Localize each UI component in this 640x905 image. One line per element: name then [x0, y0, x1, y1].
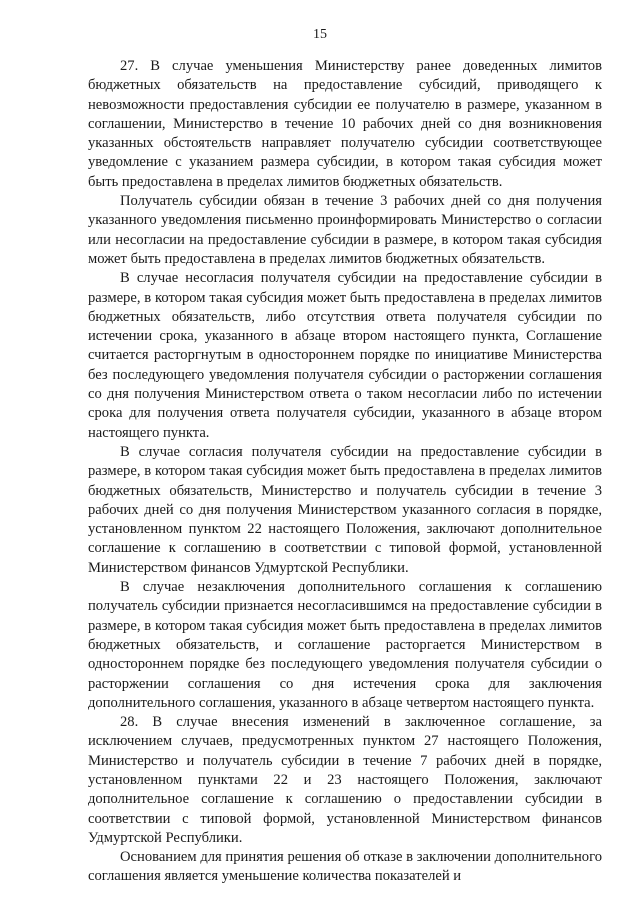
page-number: 15: [313, 27, 327, 42]
paragraph-agreement: В случае согласия получателя субсидии на предоставление субсидии в размере, в котором такая субсидия может быть предоставлена в пределах лимитов бюджетных обязательств, Министерство и получатель субсидии в течение 3 рабочих дней со дня получения Министерством указанного согласия в порядке, установленном пунктом 22 настоящего Положения, заключают дополнительное соглашение к соглашению в соответствии с типовой формой, установленной Министерством финансов Удмуртской Республики.: [88, 443, 602, 576]
paragraph-non-conclusion: В случае незаключения дополнительного соглашения к соглашению получатель субсидии признается несогласившимся на предоставление субсидии в размере, в котором такая субсидия может быть предоставлена в пределах лимитов бюджетных обязательств, и соглашение расторгается Министерством в одностороннем порядке без последующего уведомления получателя субсидии о расторжении соглашения со дня истечения срока для заключения дополнительного соглашения, указанного в абзаце четвертом настоящего пункта.: [88, 579, 602, 711]
paragraph-disagreement: В случае несогласия получателя субсидии на предоставление субсидии в размере, в котором такая субсидия может быть предоставлена в пределах лимитов бюджетных обязательств, либо отсутствия ответа получателя субсидии по истечении срока, указанного в абзаце втором настоящего пункта, Соглашение считается расторгнутым в одностороннем порядке по инициативе Министерства без последующего уведомления получателя субсидии о расторжении соглашения со дня получения Министерством ответа о таком несогласии либо по истечении срока для получения ответа получателя субсидии, указанного в абзаце втором настоящего пункта.: [88, 270, 602, 441]
paragraph-refusal-basis: Основанием для принятия решения об отказе в заключении дополнительного соглашения является уменьшение количества показателей и: [88, 849, 602, 885]
document-body: [88, 57, 602, 887]
paragraph-recipient-obligation: Получатель субсидии обязан в течение 3 рабочих дней со дня получения указанного уведомления письменно проинформировать Министерство о согласии или несогласии на предоставление субсидии в размере, в котором такая субсидия может быть предоставлена в пределах лимитов бюджетных обязательств.: [88, 193, 602, 267]
paragraph-27-intro: 27. В случае уменьшения Министерству ранее доведенных лимитов бюджетных обязательств на предоставление субсидий, приводящего к невозможности предоставления субсидии ее получателю в размере, указанном в соглашении, Министерство в течение 10 рабочих дней со дня возникновения указанных обстоятельств направляет получателю субсидии соответствующее уведомление с указанием размера субсидии, в котором такая субсидия может быть предоставлена в пределах лимитов бюджетных обязательств.: [88, 58, 602, 190]
paragraph-28-intro: 28. В случае внесения изменений в заключенное соглашение, за исключением случаев, предусмотренных пунктом 27 настоящего Положения, Министерство и получатель субсидии в течение 7 рабочих дней в порядке, установленном пунктами 22 и 23 настоящего Положения, заключают дополнительное соглашение к соглашению о предоставлении субсидии в соответствии с типовой формой, установленной Министерством финансов Удмуртской Республики.: [88, 714, 602, 846]
